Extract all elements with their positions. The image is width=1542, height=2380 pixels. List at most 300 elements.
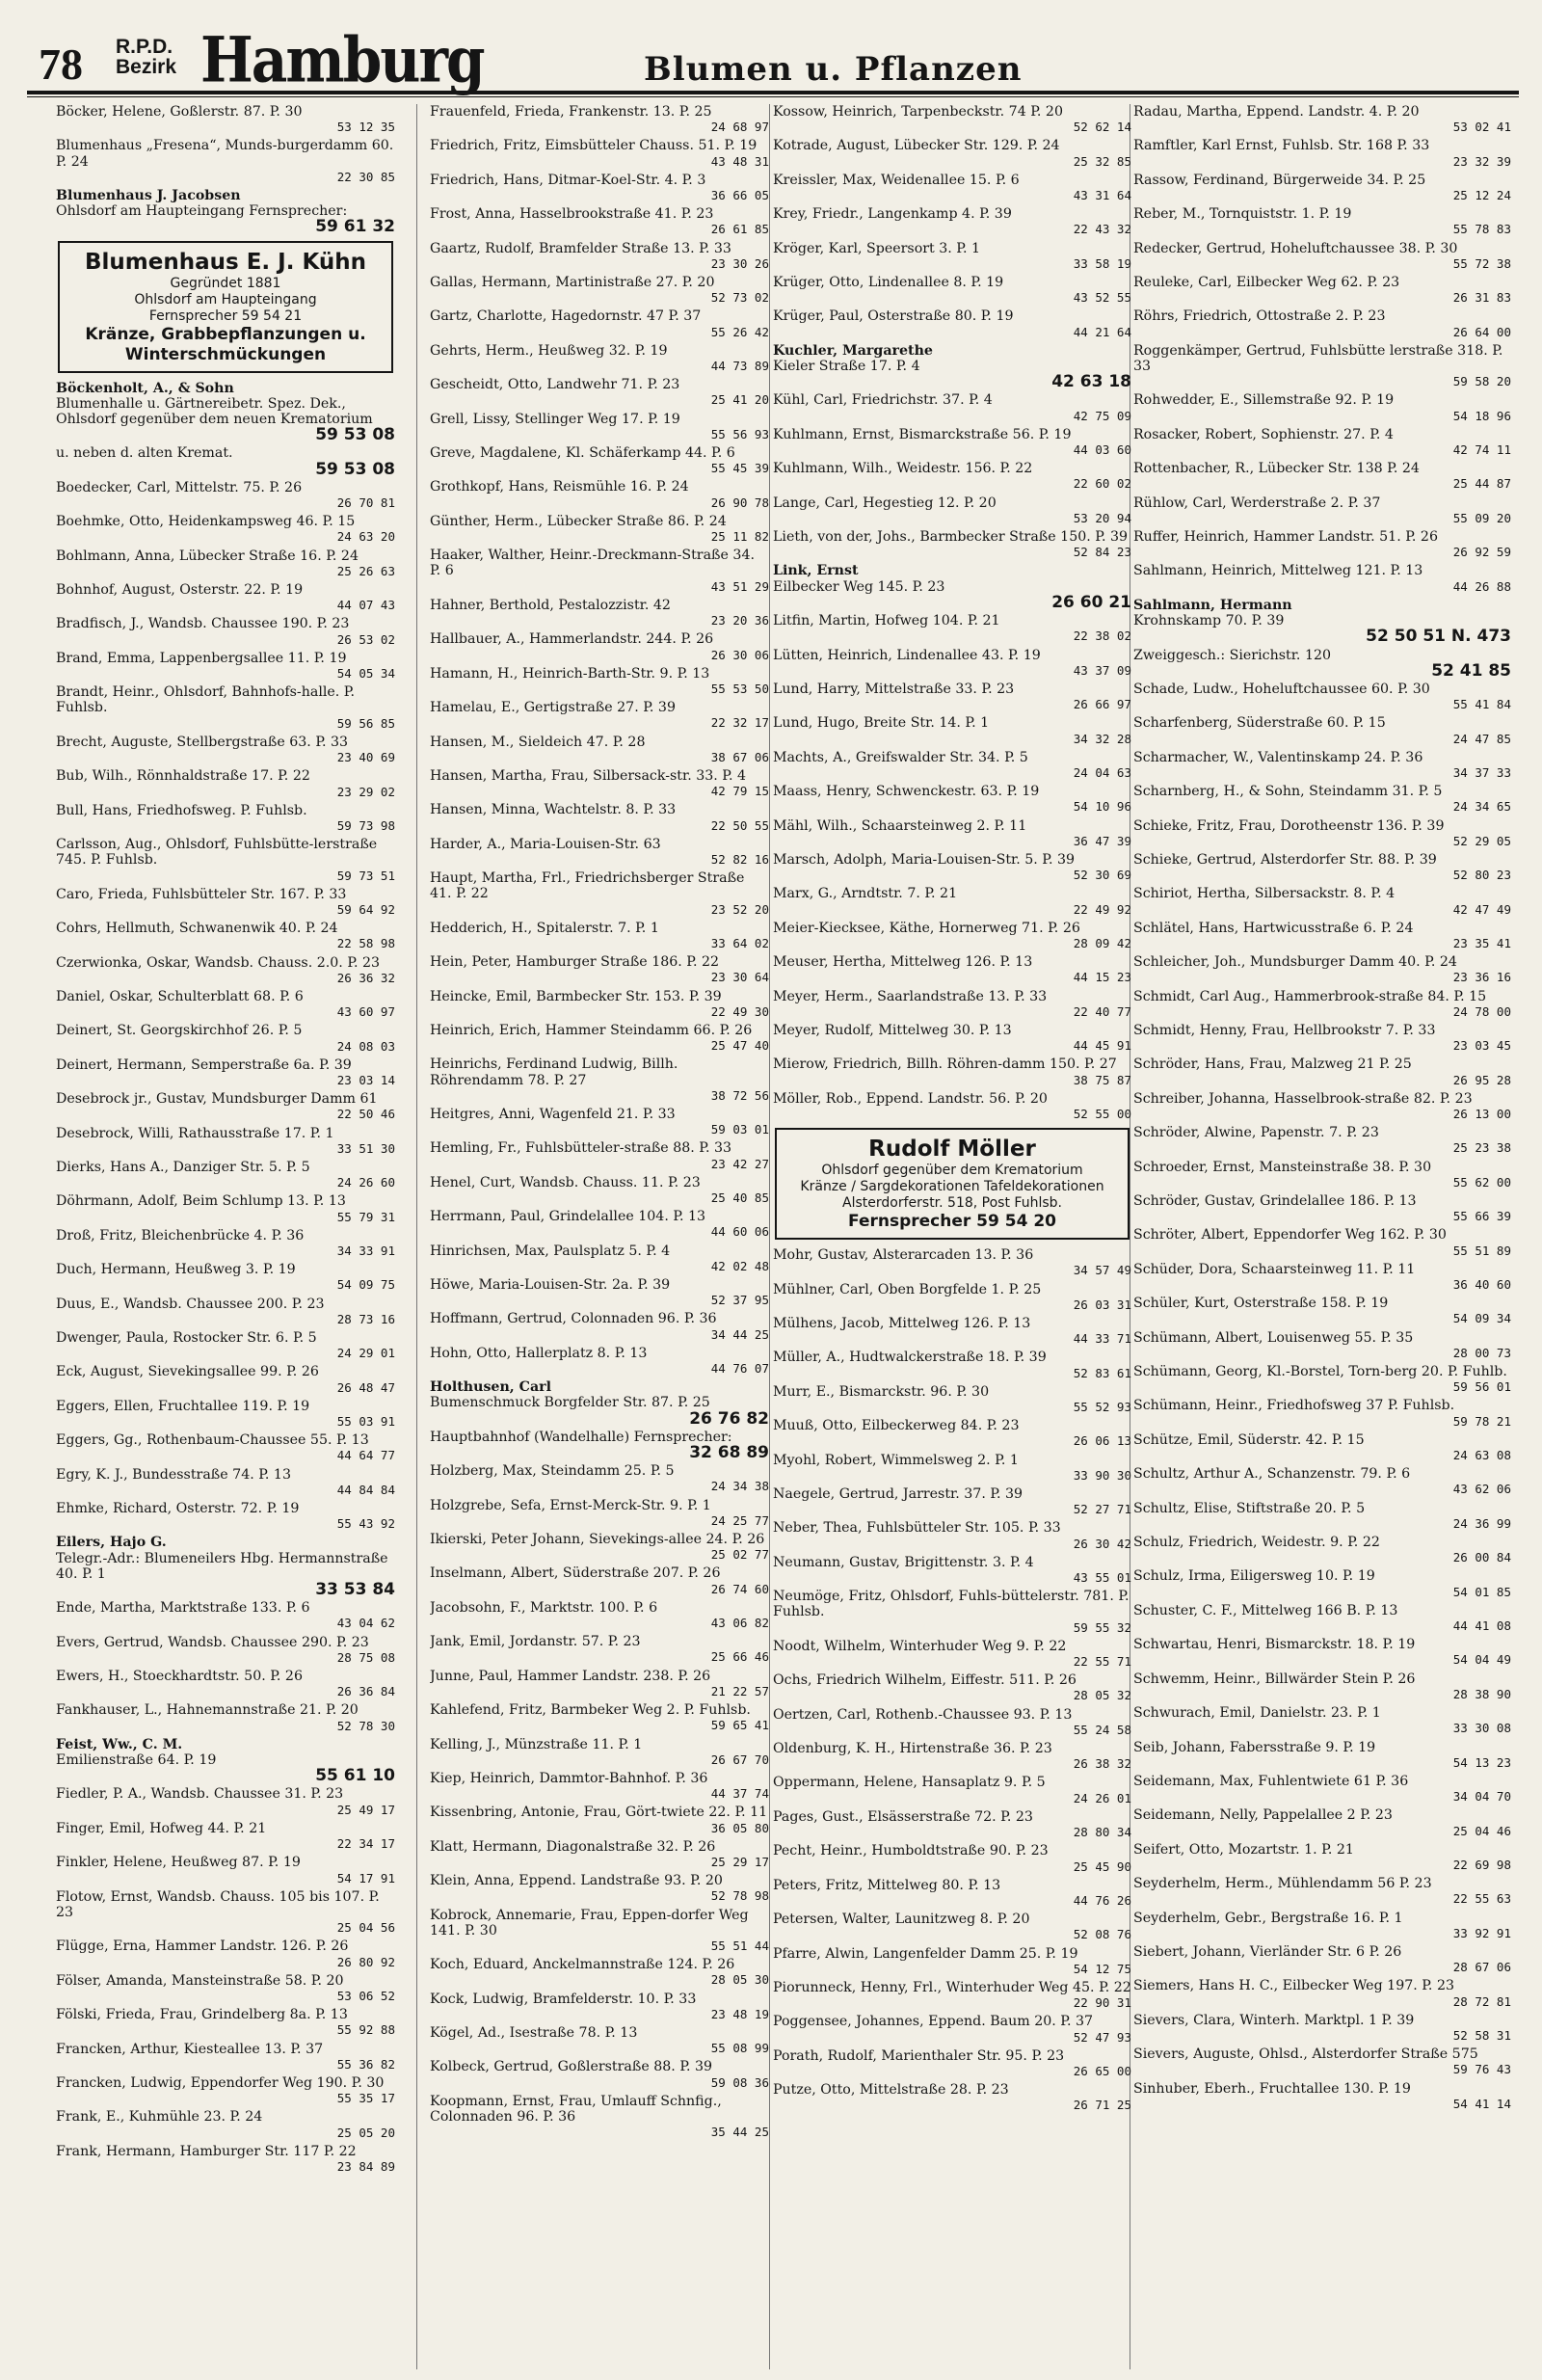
listing-entry — [430, 1175, 769, 1206]
advertisement-line: Kränze / Sargdekorationen Tafeldekorationen — [800, 1179, 1104, 1195]
listing-address: Fölski, Frieda, Frau, Grindelberg 8a. P. 13 — [56, 2007, 348, 2023]
listing-address: Bumenschmuck Borgfelder Str. 87. P. 25 — [430, 1395, 710, 1411]
listing-entry — [1133, 989, 1511, 1020]
phone-number-bold: 59 53 08 — [315, 459, 395, 479]
listing-entry — [56, 582, 395, 613]
phone-number: 55 79 31 — [336, 1209, 395, 1224]
listing-address: Schüler, Kurt, Osterstraße 158. P. 19 — [1133, 1296, 1389, 1312]
listing-entry — [773, 241, 1131, 272]
phone-number: 22 40 77 — [1073, 1003, 1131, 1019]
listing-name: Holthusen, Carl — [430, 1379, 551, 1396]
phone-number: 24 08 03 — [336, 1038, 395, 1054]
listing-entry — [773, 1843, 1131, 1874]
phone-number: 52 78 98 — [710, 1888, 769, 1904]
phone-number: 26 66 97 — [1073, 697, 1131, 712]
phone-number: 55 24 58 — [1073, 1722, 1131, 1737]
phone-number: 33 90 30 — [1073, 1467, 1131, 1483]
phone-number: 23 20 36 — [710, 613, 769, 628]
listing-address: Heinrichs, Ferdinand Ludwig, Billh. Röhrendamm 78. P. 27 — [430, 1056, 678, 1088]
listing-address: Deinert, Hermann, Semperstraße 6a. P. 39 — [56, 1056, 352, 1073]
phone-number: 55 09 20 — [1452, 510, 1511, 525]
phone-number: 59 78 21 — [1452, 1413, 1511, 1429]
listing-entry — [1133, 1091, 1511, 1122]
listing-entry — [1133, 241, 1511, 272]
listing-name: Kuchler, Margarethe — [773, 342, 933, 359]
listing-address: Eilbecker Weg 145. P. 23 — [773, 578, 945, 595]
phone-number: 22 50 46 — [336, 1107, 395, 1122]
listing-address: Henel, Curt, Wandsb. Chauss. 11. P. 23 — [430, 1174, 701, 1190]
listing-address: Ramftler, Karl Ernst, Fuhlsb. Str. 168 P. 33 — [1133, 138, 1430, 154]
phone-number: 52 30 69 — [1073, 868, 1131, 883]
phone-number: 52 58 31 — [1452, 2027, 1511, 2043]
phone-number: 53 20 94 — [1073, 510, 1131, 525]
phone-number: 33 58 19 — [1073, 255, 1131, 271]
listing-entry — [1133, 784, 1511, 815]
phone-number: 26 70 81 — [336, 495, 395, 511]
column-divider — [416, 104, 417, 2369]
listing-address: Oldenburg, K. H., Hirtenstraße 36. P. 23 — [773, 1741, 1052, 1757]
phone-number: 23 52 20 — [710, 901, 769, 917]
listing-entry — [1133, 529, 1511, 560]
listing-address: Noodt, Wilhelm, Winterhuder Weg 9. P. 22 — [773, 1638, 1067, 1654]
listing-entry — [1133, 1774, 1511, 1805]
listing-address: Bradfisch, J., Wandsb. Chaussee 190. P. 23 — [56, 616, 350, 632]
phone-number: 43 60 97 — [336, 1004, 395, 1020]
listing-entry — [1133, 648, 1511, 679]
phone-number: 22 50 55 — [710, 817, 769, 833]
listing-address: Schüder, Dora, Schaarsteinweg 11. P. 11 — [1133, 1261, 1416, 1277]
listing-entry — [56, 1228, 395, 1259]
listing-address: Hinrichsen, Max, Paulsplatz 5. P. 4 — [430, 1243, 671, 1259]
page-number: 78 — [39, 40, 83, 89]
listing-address: Peters, Fritz, Mittelweg 80. P. 13 — [773, 1877, 1001, 1893]
listing-address: Finkler, Helene, Heußweg 87. P. 19 — [56, 1855, 301, 1871]
listing-entry — [56, 1821, 395, 1852]
phone-number: 22 30 85 — [336, 169, 395, 184]
listing-entry — [56, 1091, 395, 1122]
listing-entry — [773, 1350, 1131, 1380]
listing-entry — [56, 2007, 395, 2038]
listing-address: Meyer, Herm., Saarlandstraße 13. P. 33 — [773, 988, 1048, 1004]
listing-address: Seidemann, Nelly, Pappelallee 2 P. 23 — [1133, 1807, 1393, 1824]
phone-number: 25 49 17 — [336, 1802, 395, 1817]
phone-number: 24 25 77 — [710, 1512, 769, 1528]
phone-number: 26 61 85 — [710, 222, 769, 237]
advertisement-line: Gegründet 1881 — [170, 275, 281, 291]
district-label — [116, 37, 176, 77]
listing-address: Blumenhaus „Fresena“, Munds-burgerdamm 60. P. 24 — [56, 138, 394, 170]
listing-entry — [56, 1939, 395, 1969]
listing-entry — [1133, 1330, 1511, 1361]
listing-entry — [1133, 427, 1511, 458]
listing-entry — [773, 2014, 1131, 2045]
listing-address: Kelling, J., Münzstraße 11. P. 1 — [430, 1736, 643, 1752]
listing-entry — [773, 954, 1131, 985]
phone-number: 53 02 41 — [1452, 120, 1511, 135]
phone-number: 54 01 85 — [1452, 1584, 1511, 1599]
phone-number: 26 03 31 — [1073, 1297, 1131, 1312]
listing-address: Kobrock, Annemarie, Frau, Eppen-dorfer Weg 141. P. 30 — [430, 1907, 749, 1939]
listing-address: Jank, Emil, Jordanstr. 57. P. 23 — [430, 1634, 641, 1650]
advertisement-line: Kränze, Grabbepflanzungen u. Winterschmückungen — [85, 324, 366, 364]
listing-entry — [430, 1311, 769, 1342]
phone-number: 59 08 36 — [710, 2074, 769, 2090]
listing-entry — [1133, 275, 1511, 306]
listing-address: Schwartau, Henri, Bismarckstr. 18. P. 19 — [1133, 1637, 1416, 1653]
listing-entry — [430, 1702, 769, 1733]
phone-number: 44 76 26 — [1073, 1892, 1131, 1908]
phone-number-bold: 26 76 82 — [689, 1408, 769, 1429]
listing-address: Schlätel, Hans, Hartwicusstraße 6. P. 24 — [1133, 920, 1414, 936]
advertisement-line: Fernsprecher 59 54 20 — [848, 1212, 1056, 1232]
phone-number: 43 48 31 — [710, 153, 769, 169]
listing-address: Schümann, Georg, Kl.-Borstel, Torn-berg 20. P. Fuhlb. — [1133, 1364, 1507, 1380]
listing-address: Holzgrebe, Sefa, Ernst-Merck-Str. 9. P. 1 — [430, 1497, 711, 1513]
listing-address: Hansen, Minna, Wachtelstr. 8. P. 33 — [430, 802, 677, 818]
listing-address: Gaartz, Rudolf, Bramfelder Straße 13. P. 33 — [430, 240, 731, 256]
listing-entry — [773, 343, 1131, 390]
phone-number: 25 29 17 — [710, 1854, 769, 1869]
phone-number: 23 03 14 — [336, 1072, 395, 1087]
phone-number: 43 37 09 — [1073, 662, 1131, 678]
listing-entry — [773, 1639, 1131, 1670]
phone-number: 42 02 48 — [710, 1258, 769, 1273]
phone-number: 59 65 41 — [710, 1718, 769, 1733]
phone-number: 55 35 17 — [336, 2091, 395, 2106]
phone-number: 23 36 16 — [1452, 970, 1511, 985]
phone-number: 23 32 39 — [1452, 153, 1511, 169]
listing-entry — [1133, 461, 1511, 492]
listing-address: Neumann, Gustav, Brigittenstr. 3. P. 4 — [773, 1554, 1034, 1570]
phone-number: 38 75 87 — [1073, 1072, 1131, 1087]
listing-entry — [430, 1498, 769, 1529]
listing-entry — [773, 529, 1131, 560]
phone-number: 26 92 59 — [1452, 545, 1511, 560]
phone-number: 53 06 52 — [336, 1988, 395, 2003]
listing-address: Bull, Hans, Friedhofsweg. P. Fuhlsb. — [56, 802, 307, 818]
listing-entry — [1133, 1160, 1511, 1190]
phone-number: 55 53 50 — [710, 681, 769, 696]
listing-address: Gallas, Hermann, Martinistraße 27. P. 20 — [430, 275, 715, 291]
column-divider — [769, 104, 770, 2369]
listing-address: Kahlefend, Fritz, Barmbeker Weg 2. P. Fuhlsb. — [430, 1702, 751, 1719]
listing-entry — [56, 1786, 395, 1817]
phone-number: 43 06 82 — [710, 1616, 769, 1631]
phone-number: 52 55 00 — [1073, 1106, 1131, 1121]
phone-number: 54 12 75 — [1073, 1961, 1131, 1976]
listing-address: Scharnberg, H., & Sohn, Steindamm 31. P. 5 — [1133, 784, 1443, 800]
listing-entry — [430, 241, 769, 272]
phone-number-bold: 55 61 10 — [315, 1766, 395, 1786]
listing-entry — [56, 1364, 395, 1395]
phone-number: 25 04 56 — [336, 1920, 395, 1936]
listing-entry — [1133, 598, 1511, 645]
listing-address: Pecht, Heinr., Humboldtstraße 90. P. 23 — [773, 1843, 1049, 1859]
phone-number: 25 26 63 — [336, 563, 395, 578]
listing-entry — [1133, 1432, 1511, 1463]
listing-address: Seyderhelm, Herm., Mühlendamm 56 P. 23 — [1133, 1876, 1432, 1892]
listing-address: Rohwedder, E., Sillemstraße 92. P. 19 — [1133, 392, 1395, 409]
listing-address: Cohrs, Hellmuth, Schwanenwik 40. P. 24 — [56, 921, 338, 937]
phone-number: 44 41 08 — [1452, 1618, 1511, 1634]
listing-address: Kühl, Carl, Friedrichstr. 37. P. 4 — [773, 392, 993, 409]
listing-address: Ohlsdorf am Haupteingang Fernsprecher: — [56, 203, 348, 220]
listing-address: Böcker, Helene, Goßlerstr. 87. P. 30 — [56, 104, 303, 120]
phone-number: 55 03 91 — [336, 1414, 395, 1430]
listing-address: Naegele, Gertrud, Jarrestr. 37. P. 39 — [773, 1486, 1024, 1503]
listing-entry — [773, 392, 1131, 423]
listing-entry — [430, 1140, 769, 1171]
phone-number: 26 06 13 — [1073, 1433, 1131, 1449]
phone-number: 26 90 78 — [710, 495, 769, 510]
phone-number: 26 65 00 — [1073, 2063, 1131, 2078]
listing-entry — [56, 1057, 395, 1088]
phone-number: 25 40 85 — [710, 1190, 769, 1205]
phone-number: 23 42 27 — [710, 1156, 769, 1171]
phone-number: 52 08 76 — [1073, 1927, 1131, 1942]
listing-address: Petersen, Walter, Launitzweg 8. P. 20 — [773, 1912, 1030, 1928]
listing-entry — [56, 1467, 395, 1498]
listing-entry — [430, 275, 769, 306]
listing-address: Mühlner, Carl, Oben Borgfelde 1. P. 25 — [773, 1281, 1042, 1297]
listing-address: Ruffer, Heinrich, Hammer Landstr. 51. P. 26 — [1133, 529, 1438, 546]
listing-entry — [1133, 1637, 1511, 1668]
listing-entry — [56, 1669, 395, 1699]
listing-entry — [773, 275, 1131, 306]
listing-address: Schultz, Elise, Stiftstraße 20. P. 5 — [1133, 1500, 1366, 1516]
phone-number: 34 44 25 — [710, 1326, 769, 1342]
phone-number: 59 76 43 — [1452, 2062, 1511, 2077]
listing-address: Murr, E., Bismarckstr. 96. P. 30 — [773, 1383, 990, 1400]
phone-number: 54 10 96 — [1073, 799, 1131, 815]
listing-address: Schulz, Friedrich, Weidestr. 9. P. 22 — [1133, 1535, 1380, 1551]
listing-address: Inselmann, Albert, Süderstraße 207. P. 26 — [430, 1565, 721, 1582]
phone-number: 26 36 32 — [336, 970, 395, 985]
phone-number: 59 55 32 — [1073, 1619, 1131, 1635]
listing-entry — [430, 1634, 769, 1665]
listing-address: Schieke, Fritz, Frau, Dorotheenstr 136. P. 39 — [1133, 817, 1445, 834]
listing-address: Günther, Herm., Lübecker Straße 86. P. 24 — [430, 513, 727, 529]
phone-number: 54 13 23 — [1452, 1754, 1511, 1770]
phone-number: 44 26 88 — [1452, 578, 1511, 594]
listing-entry — [773, 461, 1131, 492]
phone-number: 23 40 69 — [336, 750, 395, 765]
phone-number: 52 80 23 — [1452, 868, 1511, 883]
listing-address: Kock, Ludwig, Bramfelderstr. 10. P. 33 — [430, 1991, 697, 2007]
listing-address: Reuleke, Carl, Eilbecker Weg 62. P. 23 — [1133, 275, 1400, 291]
listing-address: Klatt, Hermann, Diagonalstraße 32. P. 26 — [430, 1838, 716, 1855]
listing-entry — [773, 173, 1131, 203]
phone-number: 54 04 49 — [1452, 1652, 1511, 1668]
listing-entry — [56, 651, 395, 682]
listing-address: Reber, M., Tornquiststr. 1. P. 19 — [1133, 206, 1352, 223]
listing-entry — [773, 206, 1131, 237]
listing-address: u. neben d. alten Kremat. — [56, 445, 233, 462]
listing-entry — [430, 2025, 769, 2056]
listing-address: Kolbeck, Gertrud, Goßlerstraße 88. P. 39 — [430, 2059, 713, 2075]
listing-entry — [56, 1193, 395, 1224]
phone-number: 23 84 89 — [336, 2158, 395, 2174]
listing-entry — [773, 613, 1131, 644]
listing-entry — [1133, 173, 1511, 203]
phone-number: 25 11 82 — [710, 529, 769, 545]
phone-number: 44 03 60 — [1073, 442, 1131, 458]
listing-entry — [1133, 1023, 1511, 1054]
phone-number: 24 26 01 — [1073, 1790, 1131, 1805]
listing-address: Lund, Hugo, Breite Str. 14. P. 1 — [773, 715, 990, 732]
listing-entry — [773, 1486, 1131, 1517]
phone-number-bold: 52 50 51 N. 473 — [1366, 627, 1511, 647]
listing-entry — [773, 648, 1131, 679]
phone-number: 36 66 05 — [710, 188, 769, 203]
listing-entry — [56, 548, 395, 579]
listing-entry — [56, 2144, 395, 2175]
listing-address: Pages, Gust., Elsässerstraße 72. P. 23 — [773, 1808, 1033, 1825]
phone-number: 43 04 62 — [336, 1616, 395, 1631]
listing-entry — [773, 1520, 1131, 1551]
listing-address: Caro, Frieda, Fuhlsbütteler Str. 167. P. 33 — [56, 886, 347, 902]
listing-entry — [773, 1672, 1131, 1703]
listing-entry — [430, 1209, 769, 1240]
phone-number: 44 73 89 — [710, 359, 769, 374]
listing-address: Herrmann, Paul, Grindelallee 104. P. 13 — [430, 1209, 706, 1225]
listing-entry — [56, 921, 395, 951]
listing-address: Carlsson, Aug., Ohlsdorf, Fuhlsbütte-lerstraße 745. P. Fuhlsb. — [56, 837, 378, 869]
listing-address: Brecht, Auguste, Stellbergstraße 63. P. 33 — [56, 734, 349, 750]
phone-number-bold: 59 61 32 — [315, 217, 395, 237]
phone-number: 55 45 39 — [710, 461, 769, 476]
listing-entry — [430, 989, 769, 1020]
listing-entry — [1133, 921, 1511, 951]
listing-entry — [1133, 1125, 1511, 1156]
listing-address: Schümann, Heinr., Friedhofsweg 37 P. Fuhlsb. — [1133, 1398, 1455, 1414]
phone-number: 44 84 84 — [336, 1482, 395, 1497]
listing-address: Höwe, Maria-Louisen-Str. 2a. P. 39 — [430, 1277, 671, 1294]
listing-address: Schiriot, Hertha, Silbersackstr. 8. P. 4 — [1133, 886, 1396, 902]
phone-number: 52 37 95 — [710, 1293, 769, 1308]
phone-number: 28 72 81 — [1452, 1993, 1511, 2009]
listing-entry — [773, 1912, 1131, 1942]
listing-entry — [1133, 1568, 1511, 1599]
listing-entry — [1133, 1876, 1511, 1907]
phone-number: 44 60 06 — [710, 1224, 769, 1240]
listing-address: Eck, August, Sievekingsallee 99. P. 26 — [56, 1364, 319, 1380]
phone-number: 42 74 11 — [1452, 442, 1511, 458]
phone-number: 22 49 30 — [710, 1003, 769, 1019]
phone-number: 25 05 20 — [336, 2125, 395, 2140]
listing-address: Hamelau, E., Gertigstraße 27. P. 39 — [430, 700, 676, 716]
listing-address: Döhrmann, Adolf, Beim Schlump 13. P. 13 — [56, 1193, 346, 1210]
phone-number: 22 49 92 — [1073, 901, 1131, 917]
phone-number: 36 05 80 — [710, 1820, 769, 1835]
listing-address: Greve, Magdalene, Kl. Schäferkamp 44. P. 6 — [430, 445, 735, 462]
listing-entry — [773, 104, 1131, 135]
phone-number: 38 72 56 — [710, 1087, 769, 1103]
listing-address: Junne, Paul, Hammer Landstr. 238. P. 26 — [430, 1668, 711, 1684]
listing-address: Marsch, Adolph, Maria-Louisen-Str. 5. P. 39 — [773, 851, 1076, 868]
phone-number: 24 26 60 — [336, 1175, 395, 1190]
phone-number: 26 00 84 — [1452, 1550, 1511, 1565]
listing-entry — [430, 802, 769, 833]
listing-address: Maass, Henry, Schwenckestr. 63. P. 19 — [773, 784, 1040, 800]
listing-address: Schroeder, Ernst, Mansteinstraße 38. P. 30 — [1133, 1159, 1432, 1175]
phone-number: 25 41 20 — [710, 392, 769, 408]
listing-entry — [430, 666, 769, 697]
phone-number: 55 62 00 — [1452, 1174, 1511, 1190]
listing-entry — [1133, 2081, 1511, 2112]
phone-number: 26 38 32 — [1073, 1756, 1131, 1772]
listing-entry — [773, 1878, 1131, 1909]
phone-number: 25 47 40 — [710, 1038, 769, 1054]
listing-address: Friedrich, Fritz, Eimsbütteler Chauss. 51. P. 19 — [430, 138, 758, 154]
listing-entry — [1133, 1227, 1511, 1258]
listing-address: Flotow, Ernst, Wandsb. Chauss. 105 bis 107. P. 23 — [56, 1888, 380, 1920]
listing-address: Heitgres, Anni, Wagenfeld 21. P. 33 — [430, 1106, 676, 1122]
phone-number: 24 36 99 — [1452, 1515, 1511, 1531]
phone-number: 34 04 70 — [1452, 1789, 1511, 1805]
listing-address: Krohnskamp 70. P. 39 — [1133, 613, 1285, 629]
listing-entry — [430, 1839, 769, 1870]
listing-entry — [430, 2059, 769, 2090]
phone-number: 42 47 49 — [1452, 901, 1511, 917]
phone-number: 23 35 41 — [1452, 935, 1511, 950]
listing-entry — [1133, 954, 1511, 985]
listing-address: Mohr, Gustav, Alsterarcaden 13. P. 36 — [773, 1247, 1034, 1264]
listing-address: Schümann, Albert, Louisenweg 55. P. 35 — [1133, 1329, 1414, 1346]
listing-address: Telegr.-Adr.: Blumeneilers Hbg. Hermannstraße 40. P. 1 — [56, 1550, 388, 1582]
listing-entry — [430, 1957, 769, 1988]
listing-address: Fiedler, P. A., Wandsb. Chaussee 31. P. 23 — [56, 1786, 344, 1803]
listing-entry — [773, 1282, 1131, 1313]
listing-address: Hansen, M., Sieldeich 47. P. 28 — [430, 734, 646, 750]
listing-entry — [430, 1992, 769, 2022]
phone-number: 33 30 08 — [1452, 1721, 1511, 1736]
listing-address: Finger, Emil, Hofweg 44. P. 21 — [56, 1820, 267, 1836]
phone-number: 23 03 45 — [1452, 1038, 1511, 1054]
phone-number: 26 30 42 — [1073, 1536, 1131, 1551]
listing-address: Gartz, Charlotte, Hagedornstr. 47 P. 37 — [430, 308, 702, 325]
listing-address: Desebrock jr., Gustav, Mundsburger Damm 61 — [56, 1091, 378, 1108]
listing-address: Ikierski, Peter Johann, Sievekings-allee 24. P. 26 — [430, 1532, 765, 1548]
listing-address: Litfin, Martin, Hofweg 104. P. 21 — [773, 613, 1000, 629]
phone-number: 44 37 74 — [710, 1786, 769, 1802]
listing-entry — [773, 1809, 1131, 1840]
listing-address: Lütten, Heinrich, Lindenallee 43. P. 19 — [773, 647, 1041, 663]
listing-address: Mähl, Wilh., Schaarsteinweg 2. P. 11 — [773, 817, 1027, 834]
listing-address: Frank, E., Kuhmühle 23. P. 24 — [56, 2109, 263, 2126]
listing-entry — [773, 2048, 1131, 2079]
listing-address: Meuser, Hertha, Mittelweg 126. P. 13 — [773, 954, 1033, 971]
listing-address: Mülhens, Jacob, Mittelweg 126. P. 13 — [773, 1316, 1031, 1331]
phone-number: 55 72 38 — [1452, 255, 1511, 271]
city-name: Hamburg — [200, 23, 484, 97]
phone-number: 28 00 73 — [1452, 1345, 1511, 1360]
listing-address: Oertzen, Carl, Rothenb.-Chaussee 93. P. 13 — [773, 1706, 1073, 1723]
advertisement-box — [58, 241, 393, 373]
phone-number: 43 55 01 — [1073, 1570, 1131, 1586]
phone-number: 26 53 02 — [336, 631, 395, 647]
phone-number: 36 40 60 — [1452, 1277, 1511, 1293]
listing-address: Roggenkämper, Gertrud, Fuhlsbütte lerstraße 318. P. 33 — [1133, 342, 1503, 375]
listing-address: Ende, Martha, Marktstraße 133. P. 6 — [56, 1600, 310, 1617]
advertisement-line: Alsterdorferstr. 518, Post Fuhlsb. — [842, 1195, 1062, 1212]
listing-entry — [773, 682, 1131, 712]
listing-address: Schulz, Irma, Eiligersweg 10. P. 19 — [1133, 1568, 1375, 1585]
phone-number-bold: 26 60 21 — [1051, 592, 1131, 612]
phone-number: 26 64 00 — [1452, 324, 1511, 339]
listing-address: Rühlow, Carl, Werderstraße 2. P. 37 — [1133, 495, 1381, 511]
listing-address: Schreiber, Johanna, Hasselbrook-straße 82. P. 23 — [1133, 1090, 1473, 1107]
